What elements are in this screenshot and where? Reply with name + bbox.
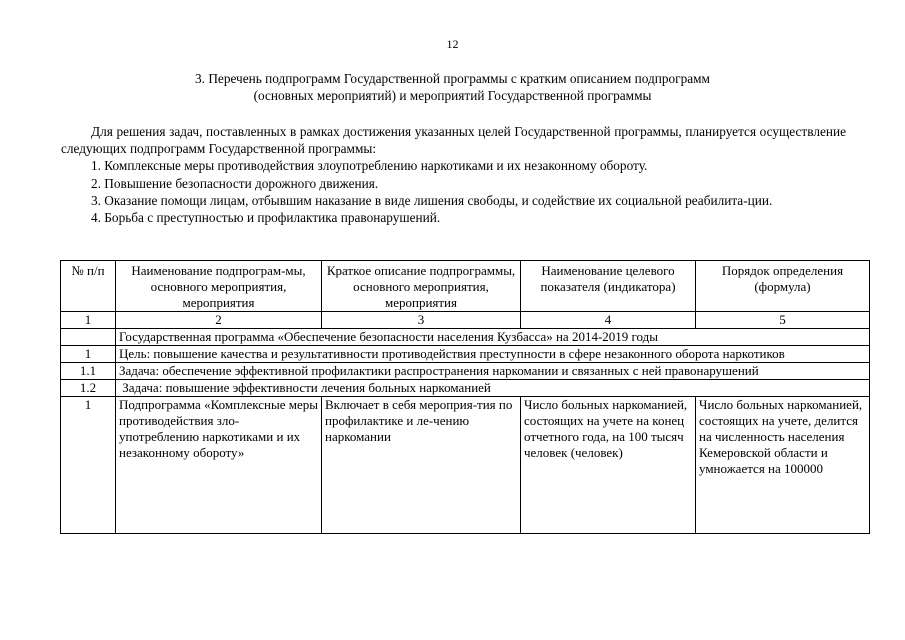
column-number: 2	[116, 312, 322, 329]
subprogram-row	[61, 397, 870, 534]
section-title-line-1: 3. Перечень подпрограмм Государственной программы с кратким описанием подпрограмм	[195, 71, 710, 86]
intro-item-1: 1. Комплексные меры противодействия злоупотреблению наркотиками и их незаконному обороту.	[91, 158, 648, 174]
page-number: 12	[446, 37, 459, 51]
intro-paragraph: Для решения задач, поставленных в рамках достижения указанных целей Государственной программы, планируется осуществление следующих подпрограмм Государственной программы:	[61, 124, 846, 157]
task-row	[61, 363, 870, 380]
header-cell-description: Краткое описание подпрограммы, основного мероприятия, мероприятия	[322, 261, 521, 312]
task-text: Задача: обеспечение эффективной профилактики распространения наркомании и связанных с ней правонарушений	[116, 363, 870, 380]
task-text: Задача: повышение эффективности лечения больных наркоманией	[116, 380, 870, 397]
header-cell-num: № п/п	[61, 261, 116, 312]
intro-item-3: 3. Оказание помощи лицам, отбывшим наказание в виде лишения свободы, и содействие их социальной реабилита-ции.	[91, 192, 773, 208]
table-header-row	[61, 261, 870, 312]
goal-num: 1	[61, 346, 116, 363]
subprogram-formula: Число больных наркоманией, состоящих на учете, делится на численность населения Кемеровской области и умножается на 100000	[696, 397, 870, 534]
header-cell-formula: Порядок определения (формула)	[696, 261, 870, 312]
column-number-row	[61, 312, 870, 329]
column-number: 4	[521, 312, 696, 329]
goal-text: Цель: повышение качества и результативности противодействия преступности в сфере незаконного оборота наркотиков	[116, 346, 870, 363]
goal-row	[61, 346, 870, 363]
task-num: 1.2	[61, 380, 116, 397]
column-number: 1	[61, 312, 116, 329]
intro-text	[61, 123, 846, 226]
program-title: Государственная программа «Обеспечение безопасности населения Кузбасса» на 2014-2019 годы	[116, 329, 870, 346]
subprogram-name: Подпрограмма «Комплексные меры противодействия зло-употреблению наркотиками и их незаконному обороту»	[116, 397, 322, 534]
intro-item-2: 2. Повышение безопасности дорожного движения.	[91, 175, 379, 191]
section-title	[150, 70, 755, 104]
column-number: 5	[696, 312, 870, 329]
column-number: 3	[322, 312, 521, 329]
subprogram-indicator: Число больных наркоманией, состоящих на учете на конец отчетного года, на 100 тысяч человек (человек)	[521, 397, 696, 534]
header-cell-indicator: Наименование целевого показателя (индикатора)	[521, 261, 696, 312]
program-title-row	[61, 329, 870, 346]
task-row	[61, 380, 870, 397]
subprograms-table	[60, 260, 870, 534]
subprogram-num: 1	[61, 397, 116, 534]
task-num: 1.1	[61, 363, 116, 380]
intro-item-4: 4. Борьба с преступностью и профилактика правонарушений.	[91, 210, 441, 226]
section-title-line-2: (основных мероприятий) и мероприятий Государственной программы	[253, 88, 652, 103]
header-cell-name: Наименование подпрограм-мы, основного мероприятия, мероприятия	[116, 261, 322, 312]
subprogram-description: Включает в себя мероприя-тия по профилактике и ле-чению наркомании	[322, 397, 521, 534]
empty-cell	[61, 329, 116, 346]
